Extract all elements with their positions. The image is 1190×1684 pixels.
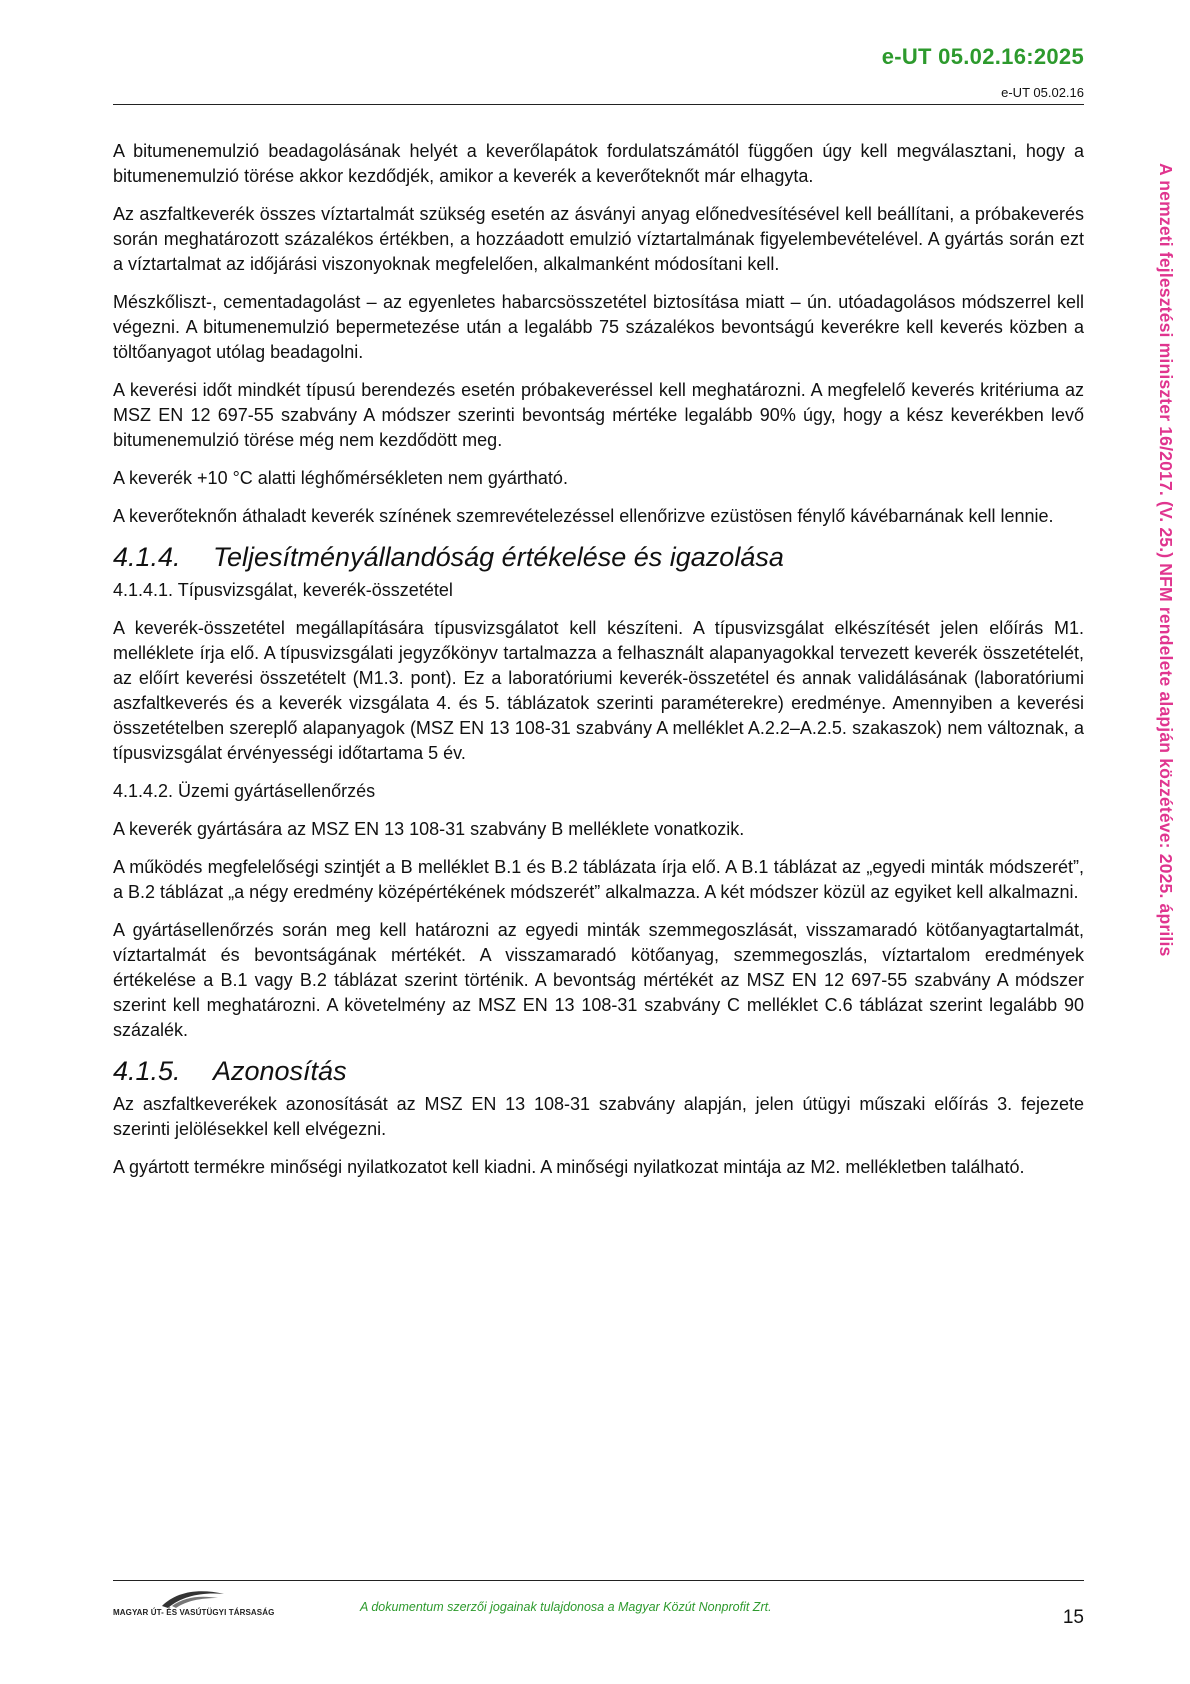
paragraph: Az aszfaltkeverék összes víztartalmát szükség esetén az ásványi anyag előnedvesítésével kell beállítani, a próbakeverés során meghatározott százalékos értékben, a hozzáadott emulzió víztartalmának figyelembevételével. A gyártás során ezt a víztartalmat az időjárási viszonyoknak megfelelően, alkalmanként módosítani kell. (113, 204, 1084, 274)
publication-side-note: A nemzeti fejlesztési miniszter 16/2017. (V. 25.) NFM rendelete alapján közzétéve: 2025. április (1156, 163, 1176, 957)
header-divider (113, 104, 1084, 105)
section-number: 4.1.5. (113, 1056, 181, 1086)
footer-divider (113, 1580, 1084, 1581)
section-number: 4.1.4. (113, 542, 181, 572)
society-logo (113, 1586, 283, 1622)
paragraph: A működés megfelelőségi szintjét a B melléklet B.1 és B.2 táblázata írja elő. A B.1 táblázat az „egyedi minták módszerét”, a B.2 táblázat „a négy eredmény középértékének módszerét” alkalmazza. A két módszer közül az egyiket kell alkalmazni. (113, 857, 1084, 902)
section-heading-4-1-5 (113, 1056, 1084, 1086)
section-title: Teljesítményállandóság értékelése és igazolása (213, 542, 784, 572)
paragraph: A gyártott termékre minőségi nyilatkozatot kell kiadni. A minőségi nyilatkozat mintája az M2. mellékletben található. (113, 1157, 1025, 1177)
document-code-subtitle: e-UT 05.02.16 (1001, 85, 1084, 100)
paragraph: Az aszfaltkeverékek azonosítását az MSZ EN 13 108-31 szabvány alapján, jelen útügyi műszaki előírás 3. fejezete szerinti jelölésekkel kell elvégezni. (113, 1094, 1084, 1139)
paragraph: Mészkőliszt-, cementadagolást – az egyenletes habarcsösszetétel biztosítása miatt – ún. utóadagolásos módszerrel kell végezni. A bitumenemulzió bepermetezése után a legalább 75 százalékos bevontságú keverékre kell keverés közben a töltőanyagot utólag beadagolni. (113, 292, 1084, 362)
paragraph: A keverék gyártására az MSZ EN 13 108-31 szabvány B melléklete vonatkozik. (113, 819, 745, 839)
paragraph: A keverőteknőn áthaladt keverék színének szemrevételezéssel ellenőrizve ezüstösen fénylő kávébarnának kell lennie. (113, 506, 1054, 526)
subsection-heading-4-1-4-1: 4.1.4.1. Típusvizsgálat, keverék-összetétel (113, 580, 453, 600)
section-heading-4-1-4 (113, 542, 1084, 572)
paragraph: A keverési időt mindkét típusú berendezés esetén próbakeveréssel kell meghatározni. A megfelelő keverés kritériuma az MSZ EN 12 697-55 szabvány A módszer szerinti bevontság mértéke legalább 90% úgy, hogy a kész keverékben levő bitumenemulzió törése még nem kezdődött meg. (113, 380, 1084, 450)
paragraph: A gyártásellenőrzés során meg kell határozni az egyedi minták szemmegoszlását, visszamaradó kötőanyagtartalmát, víztartalmát és bevontságának mértékét. A visszamaradó kötőanyag, szemmegoszlás, víztartalom eredmények értékelése a B.1 vagy B.2 táblázat szerint történik. A bevontság mértékét az MSZ EN 12 697-55 szabvány A módszer szerint kell meghatározni. A követelmény az MSZ EN 13 108-31 szabvány C melléklet C.6 táblázat szerint legalább 90 százalék. (113, 920, 1084, 1040)
document-code-title: e-UT 05.02.16:2025 (881, 44, 1084, 69)
paragraph: A keverék +10 °C alatti léghőmérsékleten nem gyártható. (113, 468, 568, 488)
section-title: Azonosítás (213, 1056, 347, 1086)
subsection-heading-4-1-4-2: 4.1.4.2. Üzemi gyártásellenőrzés (113, 781, 376, 801)
paragraph: A keverék-összetétel megállapítására típusvizsgálatot kell készíteni. A típusvizsgálat elkészítését jelen előírás M1. melléklete írja elő. A típusvizsgálati jegyzőkönyv tartalmazza a felhasznált alapanyagokkal tervezett keverék összetételét, az előírt keverési összetételt (M1.3. pont). Ez a laboratóriumi keverék-összetétel és annak validálásának (laboratóriumi aszfaltkeverés és a keverék vizsgálata 4. és 5. táblázatok szerinti paraméterekre) eredménye. Amennyiben a keverési összetételben szereplő alapanyagok (MSZ EN 13 108-31 szabvány A melléklet A.2.2–A.2.5. szakaszok) nem változnak, a típusvizsgálat érvényességi időtartama 5 év. (113, 618, 1084, 763)
document-body (113, 139, 1084, 1193)
paragraph: A bitumenemulzió beadagolásának helyét a keverőlapátok fordulatszámától függően úgy kell megválasztani, hogy a bitumenemulzió törése akkor kezdődjék, amikor a keverék a keverőteknőt már elhagyta. (113, 141, 1084, 186)
swoosh-logo-icon (158, 1586, 228, 1610)
copyright-notice: A dokumentum szerzői jogainak tulajdonosa a Magyar Közút Nonprofit Zrt. (360, 1600, 772, 1614)
logo-text: MAGYAR ÚT- ÉS VASÚTÜGYI TÁRSASÁG (113, 1608, 275, 1617)
page-number: 15 (1062, 1607, 1084, 1628)
